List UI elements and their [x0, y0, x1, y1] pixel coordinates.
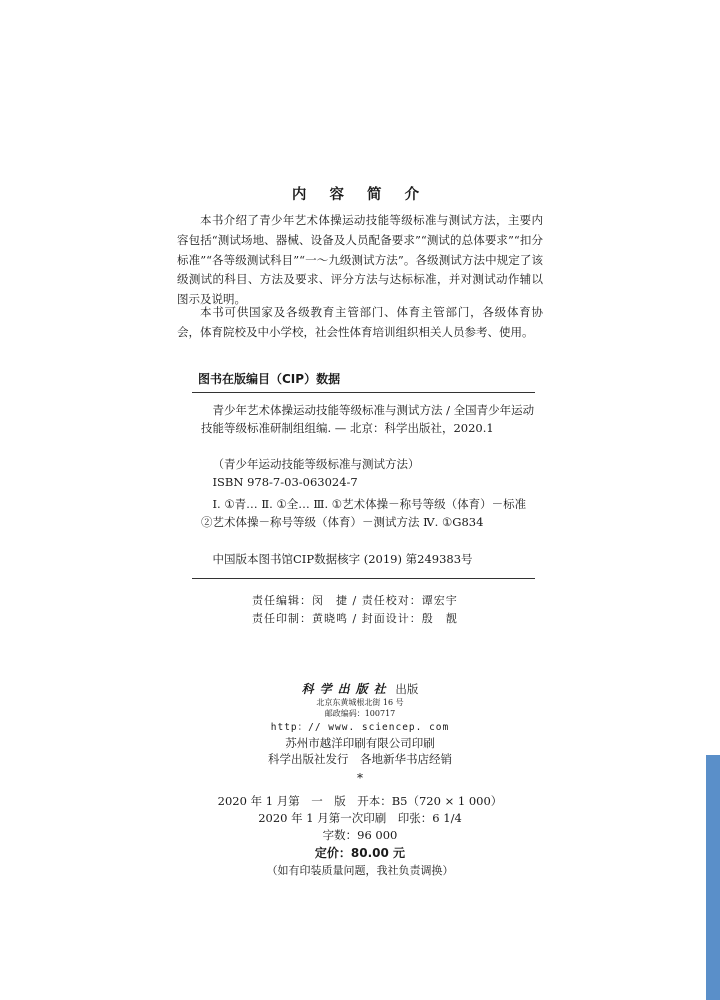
publisher-logo: 科学出版社 — [301, 682, 392, 696]
cip-classification: Ⅰ. ①青… Ⅱ. ①全… Ⅲ. ①艺术体操－称号等级（体育）－标准 ②艺术体操－称号等级（体育）－测试方法 Ⅳ. ①G834 — [201, 497, 527, 529]
publisher-website: http：// www. sciencep. com — [270, 722, 450, 733]
cip-bottom-rule — [192, 578, 535, 579]
quality-notice: （如有印装质量问题，我社负责调换） — [266, 864, 454, 877]
summary-paragraph-2: 本书可供国家及各级教育主管部门、体育主管部门，各级体育协会，体育院校及中小学校，社会性体育培训组织相关人员参考、使用。 — [177, 305, 543, 339]
separator-star: * — [357, 771, 363, 785]
cip-top-rule — [192, 392, 535, 393]
cip-number: 中国版本图书馆CIP数据核字 (2019) 第249383号 — [212, 552, 473, 566]
printing-line: 2020 年 1 月第一次印刷 印张：6 1/4 — [258, 811, 462, 825]
cip-isbn: ISBN 978-7-03-063024-7 — [212, 475, 358, 489]
distributor-line: 科学出版社发行 各地新华书店经销 — [268, 752, 452, 766]
edition-line: 2020 年 1 月第 一 版 开本：B5（720 × 1 000） — [217, 794, 503, 808]
cip-heading: 图书在版编目（CIP）数据 — [198, 372, 341, 386]
summary-title: 内 容 简 介 — [291, 187, 429, 203]
price-line: 定价：80.00 元 — [314, 846, 406, 860]
credits-production: 责任印制：黄晓鸣 / 封面设计：殷 靓 — [252, 612, 458, 625]
cip-record: 青少年艺术体操运动技能等级标准与测试方法 / 全国青少年运动技能等级标准研制组组编. — 北京：科学出版社，2020.1 — [201, 403, 535, 435]
publisher-address: 北京东黄城根北街 16 号 — [316, 698, 404, 707]
summary-paragraph-1: 本书介绍了青少年艺术体操运动技能等级标准与测试方法，主要内容包括“测试场地、器械、设备及人员配备要求”“测试的总体要求”“扣分标准”“各等级测试科目”“一～九级测试方法”。各级测试方法中规定了该级测试的科目、方法及要求、评分方法与达标标准，并对测试动作辅以图示及说明。 — [177, 213, 543, 307]
publisher-suffix: 出版 — [395, 682, 419, 696]
wordcount-line: 字数：96 000 — [322, 828, 398, 842]
side-color-tab — [706, 755, 720, 1000]
publisher-line — [0, 680, 720, 697]
cip-series: （青少年运动技能等级标准与测试方法） — [212, 457, 420, 471]
publisher-postcode: 邮政编码：100717 — [324, 709, 396, 718]
printer-line: 苏州市越洋印刷有限公司印刷 — [285, 736, 435, 750]
credits-editors: 责任编辑：闵 捷 / 责任校对：谭宏宇 — [252, 594, 458, 607]
